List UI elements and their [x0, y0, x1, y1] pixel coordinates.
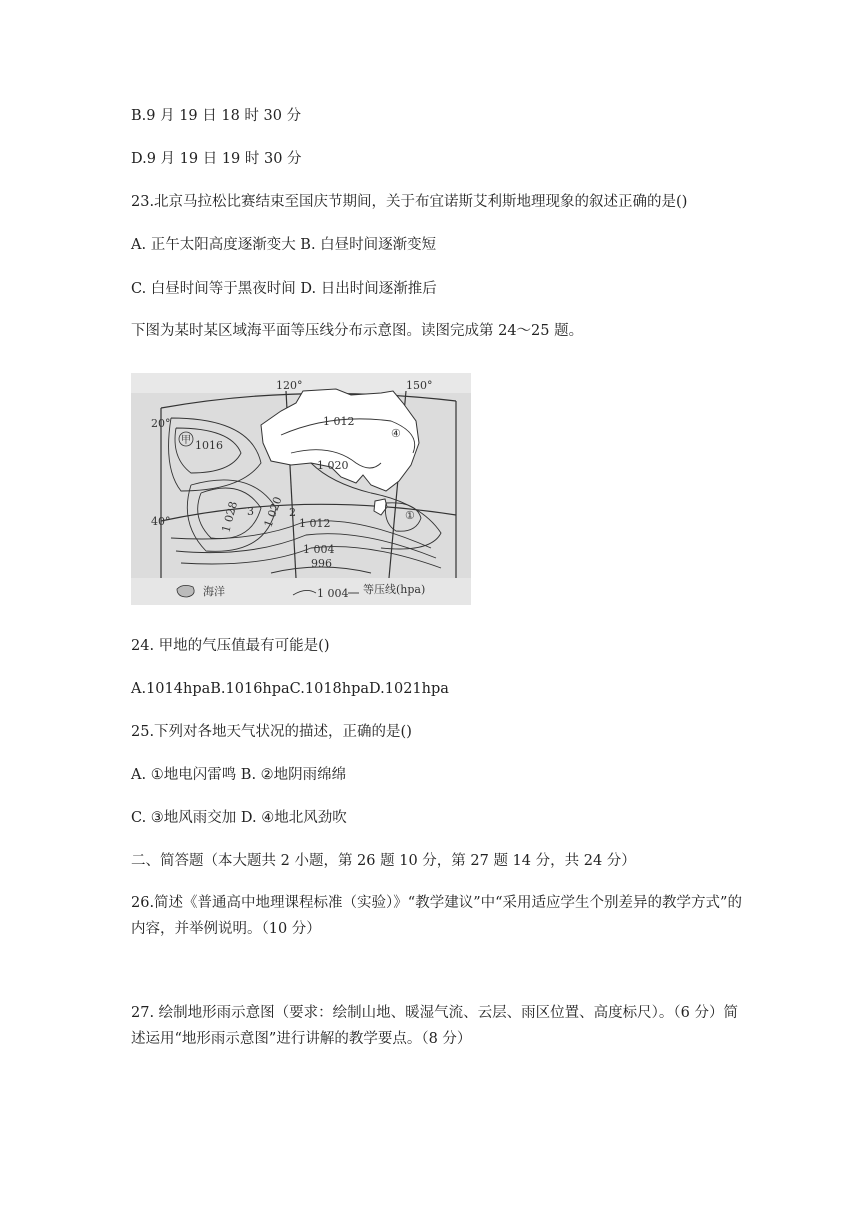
jia-label: 甲 — [181, 435, 191, 446]
ocean-legend-swatch — [177, 585, 194, 597]
question-24: 24. 甲地的气压值最有可能是() — [131, 638, 330, 654]
question-25: 25.下列对各地天气状况的描述，正确的是() — [131, 724, 412, 740]
option-d-line: D.9 月 19 日 19 时 30 分 — [131, 151, 302, 167]
question-23: 23.北京马拉松比赛结束至国庆节期间，关于布宜诺斯艾利斯地理现象的叙述正确的是() — [131, 194, 688, 210]
mark-3: 3 — [247, 505, 254, 518]
figure-intro: 下图为某时某区域海平面等压线分布示意图。读图完成第 24～25 题。 — [131, 323, 584, 339]
isobar-map-figure — [131, 373, 471, 605]
isobar-map — [131, 373, 471, 605]
legend-sample-label: 1 004 — [317, 587, 349, 600]
isobar-1012-top-label: 1 012 — [323, 415, 355, 428]
question-27: 27. 绘制地形雨示意图（要求：绘制山地、暖湿气流、云层、雨区位置、高度标尺）。（6 分）简述运用“地形雨示意图”进行讲解的教学要点。（8 分） — [131, 1005, 738, 1047]
isobar-1004-label: 1 004 — [303, 543, 335, 556]
question-26: 26.简述《普通高中地理课程标准（实验）》“教学建议”中“采用适应学生个别差异的教学方式”的内容，并举例说明。（10 分） — [131, 895, 742, 937]
option-b-line: B.9 月 19 日 18 时 30 分 — [131, 108, 302, 124]
lat-40-label: 40° — [151, 515, 171, 528]
question-25-options-ab: A. ①地电闪雷鸣 B. ②地阴雨绵绵 — [131, 767, 347, 783]
lon-150-label: 150° — [406, 379, 433, 392]
legend-isobar-label: 等压线(hpa) — [363, 583, 426, 596]
mark-1: ① — [405, 509, 415, 522]
isobar-1028-label: 1 028 — [219, 499, 241, 534]
isobar-1020-vert-label: 1 020 — [261, 494, 285, 530]
question-24-options: A.1014hpaB.1016hpaC.1018hpaD.1021hpa — [131, 681, 449, 697]
question-23-options-cd: C. 白昼时间等于黑夜时间 D. 日出时间逐渐推后 — [131, 281, 437, 297]
isobar-996-label: 996 — [311, 557, 332, 570]
mark-2: 2 — [289, 506, 296, 519]
question-23-options-ab: A. 正午太阳高度逐渐变大 B. 白昼时间逐渐变短 — [131, 237, 437, 253]
lat-20-label: 20° — [151, 417, 171, 430]
legend-ocean-label: 海洋 — [203, 585, 225, 598]
question-25-options-cd: C. ③地风雨交加 D. ④地北风劲吹 — [131, 810, 347, 826]
section-2-heading: 二、简答题（本大题共 2 小题，第 26 题 10 分，第 27 题 14 分，共 24 分） — [131, 853, 636, 869]
isobar-1020-mid-label: 1 020 — [317, 459, 349, 472]
lon-120-label: 120° — [276, 379, 303, 392]
mark-4: ④ — [391, 427, 401, 440]
isobar-1012-mid-label: 1 012 — [299, 517, 331, 530]
label-1016: 1016 — [195, 439, 223, 452]
